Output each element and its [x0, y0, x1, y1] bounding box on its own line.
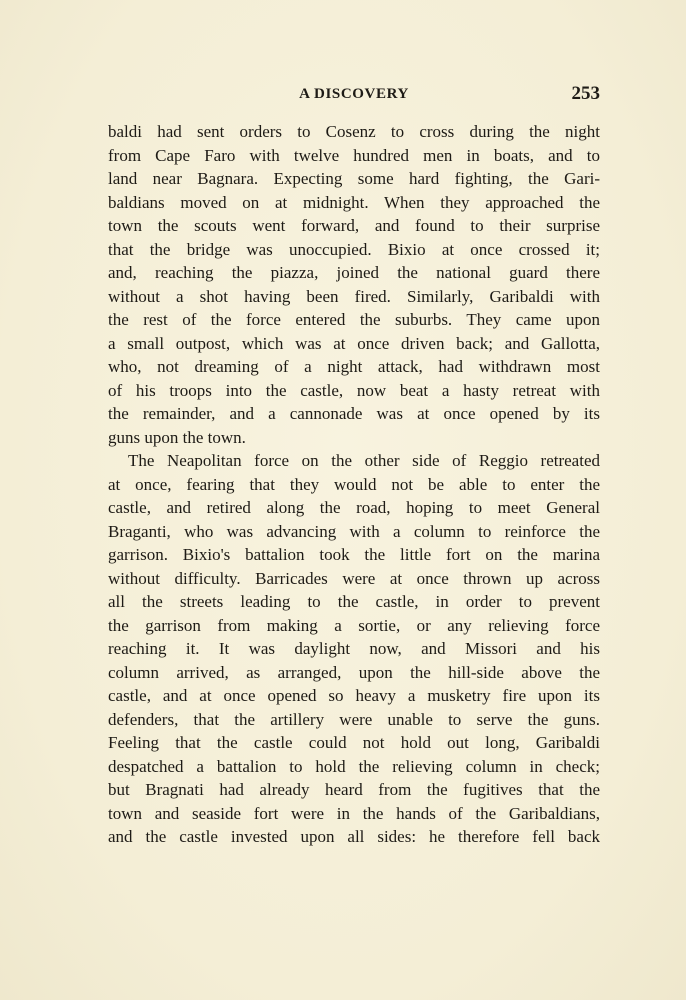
text-line: but Bragnati had already heard from the fugitives that the: [108, 780, 600, 799]
text-line: land near Bagnara. Expecting some hard fighting, the Gari-: [108, 169, 600, 188]
text-line: a small outpost, which was at once driven back; and Gallotta,: [108, 333, 600, 353]
text-line: despatched a battalion to hold the relieving column in check;: [108, 756, 600, 776]
text-line: without difficulty. Barricades were at once thrown up across: [108, 568, 600, 588]
text-line: Feeling that the castle could not hold out long, Garibaldi: [108, 733, 600, 752]
text-line: who, not dreaming of a night attack, had withdrawn most: [108, 357, 600, 376]
text-line: garrison. Bixio's battalion took the little fort on the marina: [108, 545, 600, 564]
text-line: castle, and at once opened so heavy a musketry fire upon its: [108, 686, 600, 705]
text-line: of his troops into the castle, now beat a hasty retreat with: [108, 380, 600, 400]
body-text: [108, 120, 600, 849]
text-line: the rest of the force entered the suburbs. They came upon: [108, 310, 600, 329]
text-line: column arrived, as arranged, upon the hill-side above the: [108, 662, 600, 682]
text-line: and the castle invested upon all sides: he therefore fell back: [108, 827, 600, 846]
text-line: baldians moved on at midnight. When they approached the: [108, 192, 600, 212]
text-line: Braganti, who was advancing with a column to reinforce the: [108, 521, 600, 541]
text-line: baldi had sent orders to Cosenz to cross during the night: [108, 122, 600, 141]
text-line: and, reaching the piazza, joined the national guard there: [108, 263, 600, 282]
text-line: without a shot having been fired. Similarly, Garibaldi with: [108, 286, 600, 306]
text-line: town and seaside fort were in the hands of the Garibaldians,: [108, 803, 600, 823]
text-line: from Cape Faro with twelve hundred men in boats, and to: [108, 145, 600, 165]
page-number: 253: [571, 83, 600, 104]
text-line: castle, and retired along the road, hoping to meet General: [108, 498, 600, 517]
text-line: reaching it. It was daylight now, and Missori and his: [108, 639, 600, 658]
running-head: [108, 83, 600, 107]
text-line-paragraph-start: The Neapolitan force on the other side of Reggio retreated: [128, 451, 600, 470]
text-line: that the bridge was unoccupied. Bixio at once crossed it;: [108, 239, 600, 259]
text-line: the remainder, and a cannonade was at once opened by its: [108, 404, 600, 423]
text-line: all the streets leading to the castle, in order to prevent: [108, 592, 600, 611]
text-line: at once, fearing that they would not be able to enter the: [108, 474, 600, 494]
text-line: town the scouts went forward, and found to their surprise: [108, 216, 600, 235]
chapter-title: A DISCOVERY: [299, 86, 409, 102]
text-line-paragraph-end: guns upon the town.: [108, 427, 246, 447]
text-line: defenders, that the artillery were unable to serve the guns.: [108, 709, 600, 729]
text-line: the garrison from making a sortie, or any relieving force: [108, 615, 600, 635]
